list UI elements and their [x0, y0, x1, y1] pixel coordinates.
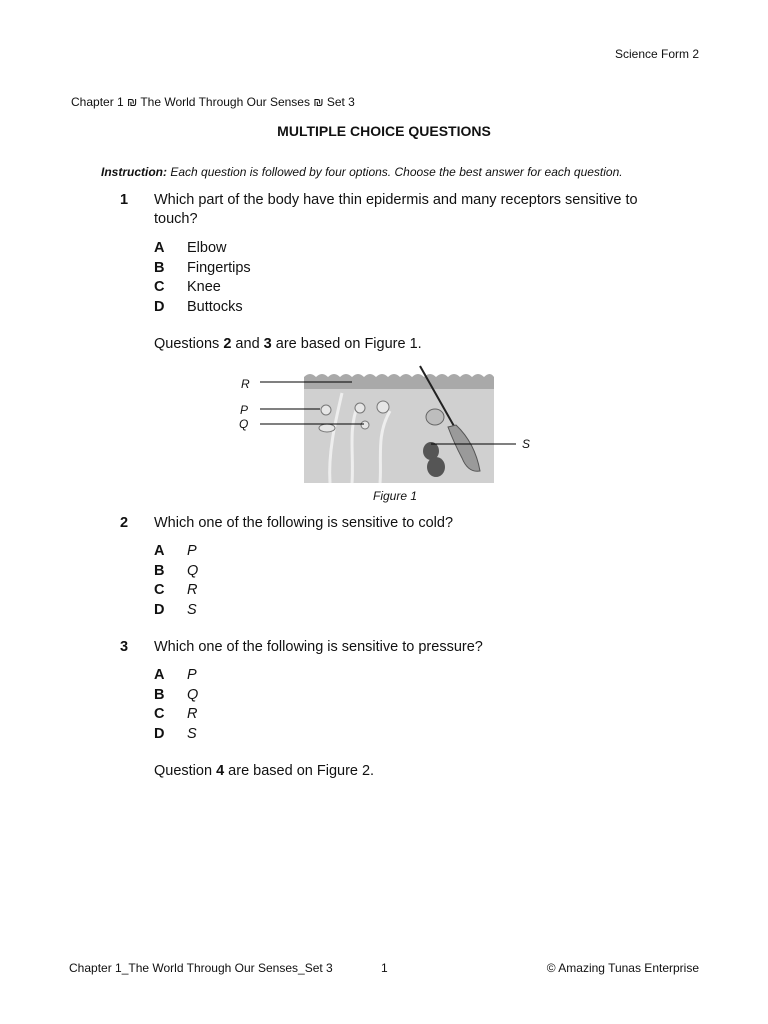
option-text: P: [187, 543, 197, 559]
note-number: 2: [223, 336, 232, 352]
note-text: are based on Figure 2.: [224, 763, 375, 779]
option-text: S: [187, 602, 197, 619]
option-letter: B: [154, 686, 165, 703]
page-title: MULTIPLE CHOICE QUESTIONS: [277, 123, 491, 139]
question-1-options: [154, 239, 354, 319]
option-letter: C: [154, 279, 165, 296]
receptor: [426, 409, 444, 425]
label-q: Q: [239, 417, 249, 431]
option-letter: B: [154, 259, 165, 276]
option-text: Elbow: [187, 240, 227, 256]
footer-left: Chapter 1_The World Through Our Senses_Set 3: [69, 961, 333, 975]
option-text: Q: [187, 562, 199, 579]
option-text: S: [187, 726, 197, 743]
question-1-number: 1: [120, 192, 129, 208]
option-letter: A: [154, 240, 165, 256]
question-2-options: [154, 542, 354, 622]
option-text: Buttocks: [187, 299, 243, 316]
footer-right: © Amazing Tunas Enterprise: [546, 961, 699, 975]
chapter-line: Chapter 1 ₪ The World Through Our Senses ₪ Set 3: [71, 95, 355, 109]
note-text: are based on Figure 1.: [271, 336, 422, 352]
option-text: R: [187, 706, 198, 723]
question-3-number: 3: [120, 639, 129, 655]
option-letter: C: [154, 582, 165, 599]
instruction-label: Instruction:: [101, 165, 167, 179]
question-3-text: Which one of the following is sensitive to pressure?: [154, 639, 483, 655]
label-r: R: [241, 377, 250, 391]
option-letter: C: [154, 706, 165, 723]
question-2-number: 2: [120, 515, 129, 531]
option-letter: A: [154, 667, 165, 683]
option-letter: D: [154, 726, 165, 743]
question-2-text: Which one of the following is sensitive to cold?: [154, 515, 454, 531]
receptor: [319, 424, 335, 432]
figure-1-reference: [154, 335, 422, 354]
figure-2-reference: [154, 762, 374, 781]
instruction-text: Each question is followed by four options. Choose the best answer for each question.: [170, 165, 623, 179]
pressure-receptor: [427, 457, 445, 477]
option-text: Q: [187, 686, 199, 703]
note-number: 3: [263, 336, 272, 352]
figure-1-caption: Figure 1: [372, 489, 418, 503]
receptor: [377, 401, 389, 413]
option-letter: A: [154, 543, 165, 559]
note-number: 4: [216, 763, 225, 779]
label-p: P: [240, 403, 249, 417]
receptor: [355, 403, 365, 413]
subject-header: Science Form 2: [614, 47, 699, 61]
question-3-options: [154, 666, 354, 746]
note-text: Questions: [154, 336, 224, 352]
note-text: Question: [154, 763, 217, 779]
option-text: Fingertips: [187, 259, 251, 276]
option-letter: B: [154, 562, 165, 579]
page-number: 1: [381, 961, 388, 975]
option-letter: D: [154, 602, 165, 619]
receptor: [321, 405, 331, 415]
skin-diagram: [230, 363, 530, 488]
option-text: P: [187, 667, 197, 683]
receptor: [361, 421, 369, 429]
label-s: S: [522, 437, 531, 451]
note-text: and: [231, 336, 264, 352]
figure-1: [230, 363, 530, 488]
option-text: R: [187, 582, 198, 599]
option-text: Knee: [187, 279, 221, 296]
option-letter: D: [154, 299, 165, 316]
instruction: [101, 165, 623, 179]
question-1-text: Which part of the body have thin epidermis and many receptors sensitive to touch?: [154, 192, 638, 227]
